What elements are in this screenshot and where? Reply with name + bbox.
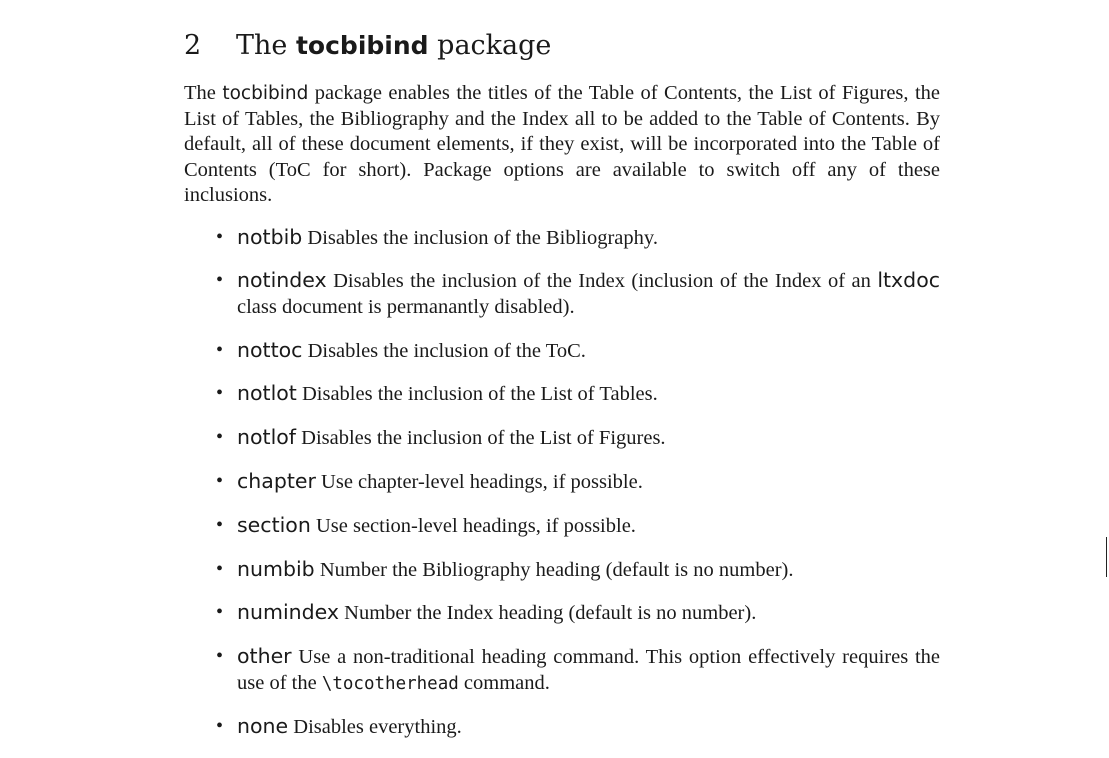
- option-name: section: [237, 512, 311, 537]
- option-name: none: [237, 714, 289, 739]
- bullet: •: [216, 513, 224, 536]
- option-name: chapter: [237, 468, 316, 493]
- package-name: tocbibind: [295, 31, 429, 60]
- bullet: •: [216, 338, 224, 361]
- options-list: [184, 225, 940, 741]
- option-name: notlof: [237, 425, 297, 450]
- list-item: [184, 469, 940, 496]
- option-description: Use chapter-level headings, if possible.: [321, 470, 643, 493]
- list-item: [184, 225, 940, 252]
- list-item: [184, 644, 940, 697]
- list-item: [184, 338, 940, 365]
- class-name: ltxdoc: [877, 268, 941, 293]
- list-item: [184, 557, 940, 584]
- list-item: [184, 600, 940, 627]
- option-name: numindex: [237, 600, 340, 625]
- option-name: numbib: [237, 556, 315, 581]
- option-description-cont: command.: [463, 671, 550, 694]
- intro-paragraph: The tocbibind package enables the titles of the Table of Contents, the List of Figures, the List of Tables, the Bibliography and the Index all to be added to the Table of Contents. By default, all of these document elements, if they exist, will be incorporated into the Table of Contents (ToC for short). Package options are available to switch off any of these inclusions.: [184, 82, 941, 206]
- option-description: Number the Bibliography heading (default is no number).: [319, 558, 794, 581]
- bullet: •: [216, 601, 224, 624]
- option-name: other: [237, 644, 292, 669]
- bullet: •: [216, 426, 224, 449]
- option-description: Disables the inclusion of the Bibliography.: [307, 226, 658, 249]
- bullet: •: [216, 269, 224, 292]
- option-name: nottoc: [237, 337, 303, 362]
- option-description: Disables the inclusion of the List of Figures.: [301, 427, 666, 450]
- option-description: Disables the inclusion of the Index (inclusion of the Index of an: [333, 270, 871, 293]
- list-item: [184, 381, 940, 408]
- bullet: •: [216, 225, 224, 248]
- option-description: Disables the inclusion of the List of Tables.: [301, 383, 658, 406]
- option-name: notlot: [237, 381, 297, 406]
- section-number: 2: [184, 30, 202, 61]
- option-description: Disables everything.: [293, 716, 462, 739]
- bullet: •: [216, 557, 224, 580]
- section-heading: [184, 30, 940, 61]
- bullet: •: [216, 645, 224, 668]
- document-page: [184, 30, 940, 758]
- option-name: notbib: [237, 224, 303, 249]
- list-item: [184, 513, 940, 540]
- list-item: [184, 268, 940, 320]
- option-description: Use a non-traditional heading command. This option effectively requires the use of the: [237, 646, 941, 694]
- option-description: Number the Index heading (default is no number).: [344, 602, 757, 625]
- section-title: The tocbibind package: [236, 30, 552, 61]
- bullet: •: [216, 382, 224, 405]
- option-name: notindex: [237, 268, 327, 293]
- package-name-inline: tocbibind: [222, 83, 309, 104]
- list-item: [184, 425, 940, 452]
- list-item: [184, 714, 940, 741]
- option-description-cont: class document is permanantly disabled).: [237, 295, 575, 318]
- option-description: Disables the inclusion of the ToC.: [307, 339, 586, 362]
- command-name: \tocotherhead: [321, 673, 459, 694]
- bullet: •: [216, 715, 224, 738]
- option-description: Use section-level headings, if possible.: [315, 514, 636, 537]
- bullet: •: [216, 469, 224, 492]
